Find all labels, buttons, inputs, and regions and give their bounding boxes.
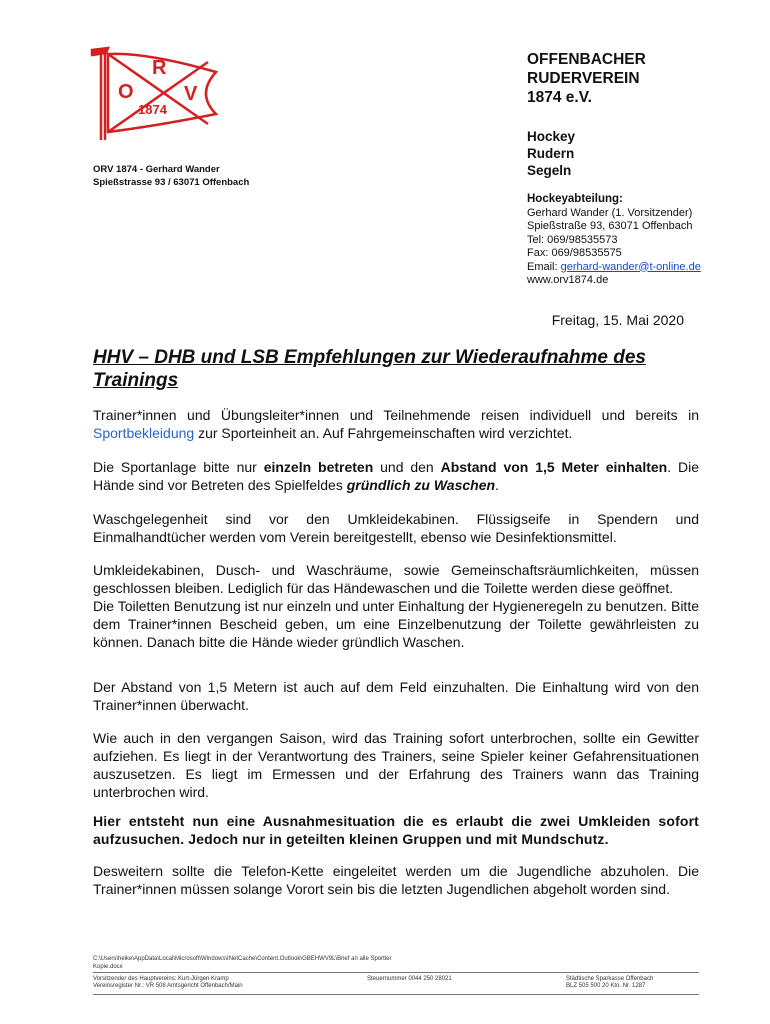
sender-address bbox=[93, 164, 249, 189]
footer-rule-bottom bbox=[93, 994, 699, 995]
file-path: C:\Users\heike\AppData\Local\Microsoft\Windows\INetCache\Content.Outlook\GBEHWV9L\Brief an alle Sportler Kopie.docx bbox=[93, 956, 392, 970]
sender-line-2: Spießstrasse 93 / 63071 Offenbach bbox=[93, 176, 250, 188]
contact-fax: Fax: 069/98535575 bbox=[527, 247, 622, 259]
paragraph-8: Desweitern sollte die Telefon-Kette eingeleitet werden um die Jugendliche abzuholen. Die Trainer*innen müssen solange Vorort sein bis die letzten Jugendlichen abgeholt worden sind. bbox=[93, 863, 699, 897]
sport-segeln: Segeln bbox=[527, 163, 572, 178]
club-logo bbox=[86, 44, 226, 144]
paragraph-6: Wie auch in den vergangen Saison, wird das Training sofort unterbrochen, sollte ein Gewitter aufziehen. Es liegt in der Verantwortung des Trainers, seine Spieler keiner Gefahrensituationen auszusetzen. Es liegt im Ermessen und der Erfahrung des Trainers wann das Training unterbrochen wird. bbox=[93, 730, 699, 800]
paragraph-7: Hier entsteht nun eine Ausnahmesituation die es erlaubt die zwei Umkleiden sofort aufzusuchen. Jedoch nur in geteilten kleinen Gruppen und mit Mundschutz. bbox=[93, 813, 699, 847]
org-name bbox=[527, 50, 646, 107]
paragraph-4 bbox=[93, 561, 699, 651]
letter-date: Freitag, 15. Mai 2020 bbox=[551, 312, 684, 328]
footer-col-3: Städtische Sparkasse Offenbach BLZ 505 500 20 Kto. Nr. 1287 bbox=[566, 976, 654, 989]
contact-web: www.orv1874.de bbox=[527, 274, 609, 286]
logo-letter-o: O bbox=[118, 81, 134, 103]
paragraph-5: Der Abstand von 1,5 Metern ist auch auf dem Feld einzuhalten. Die Einhaltung wird von den Trainer*innen überwacht. bbox=[93, 679, 699, 713]
org-line-2: RUDERVEREIN bbox=[527, 70, 640, 87]
paragraph-2: Die Sportanlage bitte nur einzeln betreten und den Abstand von 1,5 Meter einhalten. Die Hände sind vor Betreten des Spielfeldes gründlich zu Waschen. bbox=[93, 459, 699, 493]
paragraph-1: Trainer*innen und Übungsleiter*innen und Teilnehmende reisen individuell und bereits in Sportbekleidung zur Sporteinheit an. Auf Fahrgemeinschaften wird verzichtet. bbox=[93, 407, 699, 441]
footer-col-2: Steuernummer 0044 250 28021 bbox=[367, 976, 452, 982]
email-link[interactable]: gerhard-wander@t-online.de bbox=[560, 260, 701, 273]
logo-letter-v: V bbox=[184, 83, 198, 105]
contact-email-row bbox=[527, 261, 701, 275]
paragraph-4b: Die Toiletten Benutzung ist nur einzeln und unter Einhaltung der Hygieneregeln zu benutzen. Bitte dem Trainer*innen Bescheid geben, um eine Einzelbenutzung der Toilette gewährleisten zu können. Danach bitte die Hände wieder gründlich Waschen. bbox=[93, 598, 699, 650]
org-line-1: OFFENBACHER bbox=[527, 51, 646, 68]
sports-list bbox=[527, 128, 575, 179]
logo-letter-r: R bbox=[152, 57, 167, 79]
sportbekleidung-link[interactable]: Sportbekleidung bbox=[93, 425, 195, 441]
paragraph-3: Waschgelegenheit sind vor den Umkleidekabinen. Flüssigseife in Spendern und Einmalhandtücher werden vom Verein bereitgestellt, ebenso wie Desinfektionsmittel. bbox=[93, 511, 699, 545]
contact-heading: Hockeyabteilung: bbox=[527, 193, 623, 205]
paragraph-4a: Umkleidekabinen, Dusch- und Waschräume, sowie Gemeinschaftsräumlichkeiten, müssen geschlossen bleiben. Lediglich für das Händewaschen und die Toilette werden diese geöffnet. bbox=[93, 562, 699, 596]
contact-tel: Tel: 069/98535573 bbox=[527, 233, 618, 246]
sport-rudern: Rudern bbox=[527, 146, 575, 161]
document-title: HHV – DHB und LSB Empfehlungen zur Wiederaufnahme des Trainings bbox=[93, 347, 646, 391]
sender-line-1: ORV 1874 - Gerhard Wander bbox=[93, 164, 220, 175]
org-line-3: 1874 e.V. bbox=[527, 89, 592, 106]
contact-name: Gerhard Wander (1. Vorsitzender) bbox=[527, 206, 693, 219]
footer-col-1: Vorsitzender des Hauptvereins: Kurt-Jürgen Kramp Vereinsregister Nr.: VR 508 Amtsgericht Offenbach/Main bbox=[93, 976, 243, 989]
email-label: Email: bbox=[527, 260, 561, 273]
logo-year: 1874 bbox=[138, 102, 167, 117]
contact-block bbox=[527, 193, 701, 288]
sport-hockey: Hockey bbox=[527, 129, 576, 144]
flag-icon bbox=[86, 44, 226, 144]
contact-street: Spießstraße 93, 63071 Offenbach bbox=[527, 220, 693, 232]
footer-rule-top bbox=[93, 972, 699, 973]
